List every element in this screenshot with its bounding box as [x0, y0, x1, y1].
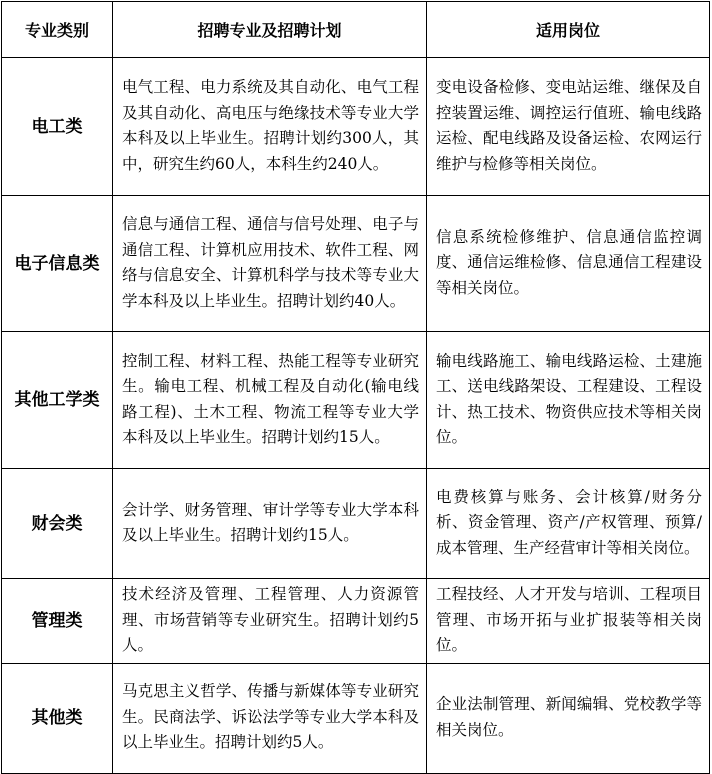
- positions-cell: 工程技经、人才开发与培训、工程项目管理、市场开拓与业扩报装等相关岗位。: [427, 579, 710, 664]
- plan-cell: 会计学、财务管理、审计学等专业大学本科及以上毕业生。招聘计划约15人。: [113, 469, 427, 579]
- table-row: [2, 196, 710, 332]
- table-row: [2, 58, 710, 196]
- positions-cell: 电费核算与账务、会计核算/财务分析、资金管理、资产/产权管理、预算/成本管理、生产经营审计等相关岗位。: [427, 469, 710, 579]
- table-row: [2, 579, 710, 664]
- positions-cell: 输电线路施工、输电线路运检、土建施工、送电线路架设、工程建设、工程设计、热工技术、物资供应技术等相关岗位。: [427, 332, 710, 469]
- plan-cell: 电气工程、电力系统及其自动化、电气工程及其自动化、高电压与绝缘技术等专业大学本科及以上毕业生。招聘计划约300人，其中，研究生约60人，本科生约240人。: [113, 58, 427, 196]
- table-row: [2, 663, 710, 773]
- table-row: [2, 332, 710, 469]
- header-category: 专业类别: [2, 2, 113, 58]
- positions-cell: 信息系统检修维护、信息通信监控调度、通信运维检修、信息通信工程建设等相关岗位。: [427, 196, 710, 332]
- category-cell: 财会类: [2, 469, 113, 579]
- header-positions: 适用岗位: [427, 2, 710, 58]
- positions-cell: 企业法制管理、新闻编辑、党校教学等相关岗位。: [427, 663, 710, 773]
- category-cell: 管理类: [2, 579, 113, 664]
- category-cell: 其他类: [2, 663, 113, 773]
- plan-cell: 马克思主义哲学、传播与新媒体等专业研究生。民商法学、诉讼法学等专业大学本科及以上毕业生。招聘计划约5人。: [113, 663, 427, 773]
- positions-cell: 变电设备检修、变电站运维、继保及自控装置运维、调控运行值班、输电线路运检、配电线路及设备运检、农网运行维护与检修等相关岗位。: [427, 58, 710, 196]
- recruitment-table: [1, 1, 710, 774]
- header-row: [2, 2, 710, 58]
- plan-cell: 信息与通信工程、通信与信号处理、电子与通信工程、计算机应用技术、软件工程、网络与信息安全、计算机科学与技术等专业大学本科及以上毕业生。招聘计划约40人。: [113, 196, 427, 332]
- category-cell: 电工类: [2, 58, 113, 196]
- category-cell: 电子信息类: [2, 196, 113, 332]
- category-cell: 其他工学类: [2, 332, 113, 469]
- plan-cell: 技术经济及管理、工程管理、人力资源管理、市场营销等专业研究生。招聘计划约5人。: [113, 579, 427, 664]
- plan-cell: 控制工程、材料工程、热能工程等专业研究生。输电工程、机械工程及自动化(输电线路工程)、土木工程、物流工程等专业大学本科及以上毕业生。招聘计划约15人。: [113, 332, 427, 469]
- table-row: [2, 469, 710, 579]
- header-plan: 招聘专业及招聘计划: [113, 2, 427, 58]
